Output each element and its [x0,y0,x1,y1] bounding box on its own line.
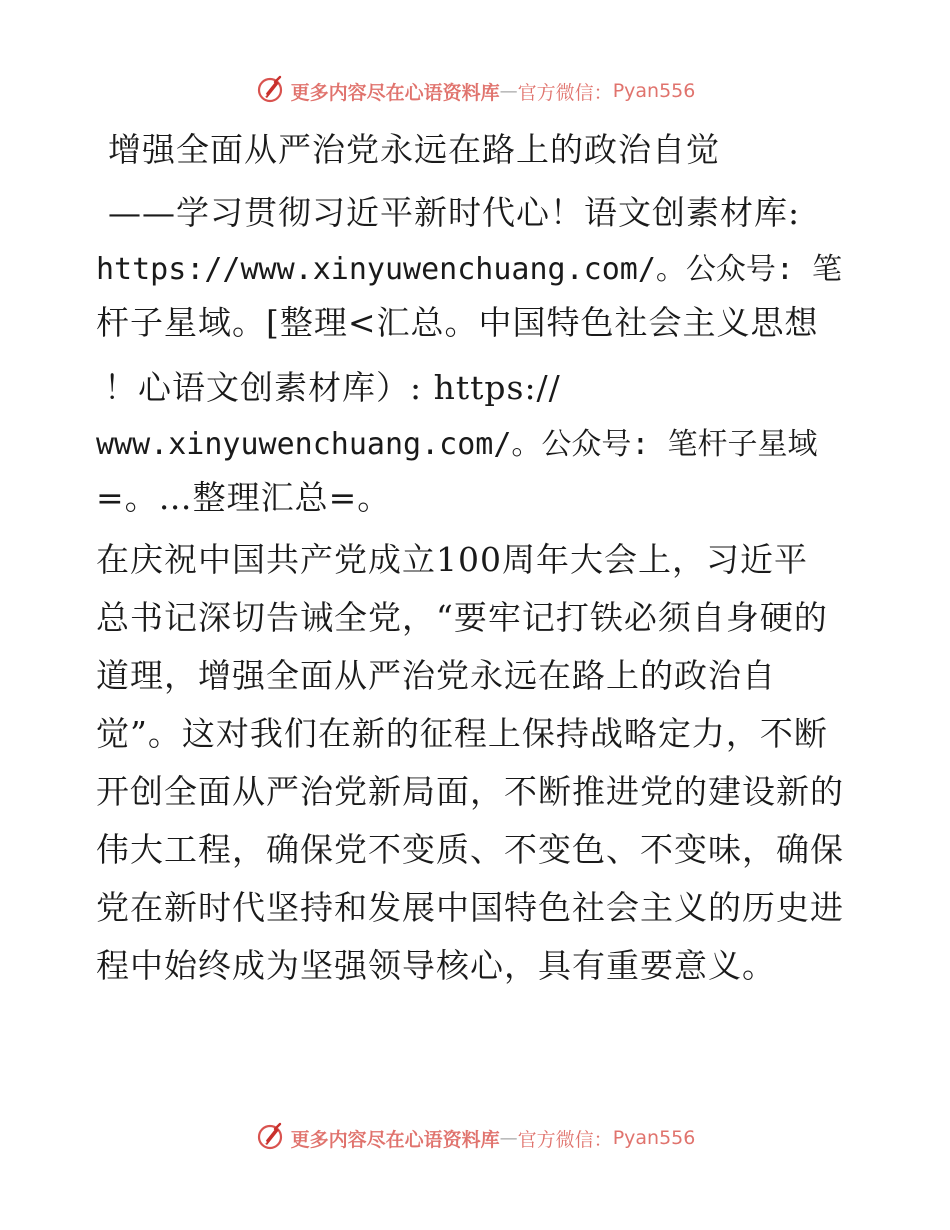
subtitle-line: 杆子星域。[整理<汇总。中国特色社会主义思想 [96,303,819,342]
banner-wechat-id: Pyan556 [612,1127,696,1149]
subtitle-line: ——学习贯彻习近平新时代心！语文创素材库: [108,193,801,232]
document-title: 增强全面从严治党永远在路上的政治自觉 [108,130,720,169]
header-watermark-banner [0,71,950,111]
subtitle-url-text: https://www.xinyuwenchuang.com/。公众号: 笔 [96,252,843,287]
banner-wechat-label: 官方微信： [517,81,613,104]
subtitle-line [96,240,856,295]
quill-logo-icon [255,74,285,109]
banner-main-text: 更多内容尽在心语资料库 [290,81,500,104]
banner-separator: — [499,1127,518,1149]
subtitle-url-text: www.xinyuwenchuang.com/。公众号: 笔杆子星域 [96,427,818,462]
footer-watermark-banner [0,1118,950,1158]
body-line: 程中始终成为坚强领导核心，具有重要意义。 [96,946,776,985]
banner-wechat-id: Pyan556 [612,80,696,102]
body-paragraph [96,531,856,995]
body-line: 伟大工程，确保党不变质、不变色、不变味，确保 [96,830,844,869]
quill-logo-icon [255,1121,285,1156]
subtitle-line: ！心语文创素材库）: https:// [104,368,561,407]
banner-separator: — [499,80,518,102]
body-line: 道理，增强全面从严治党永远在路上的政治自 [96,656,776,695]
body-line: 觉”。这对我们在新的征程上保持战略定力，不断 [96,714,828,753]
body-line: 总书记深切告诫全党，“要牢记打铁必须自身硬的 [96,598,828,637]
body-line: 党在新时代坚持和发展中国特色社会主义的历史进 [96,888,844,927]
banner-wechat-label: 官方微信： [517,1128,613,1151]
subtitle-line: =。…整理汇总=。 [96,478,392,517]
document-content [96,122,856,995]
body-line: 在庆祝中国共产党成立100周年大会上，习近平 [96,540,808,579]
body-line: 开创全面从严治党新局面，不断推进党的建设新的 [96,772,844,811]
banner-main-text: 更多内容尽在心语资料库 [290,1128,500,1151]
subtitle-line [96,415,856,470]
